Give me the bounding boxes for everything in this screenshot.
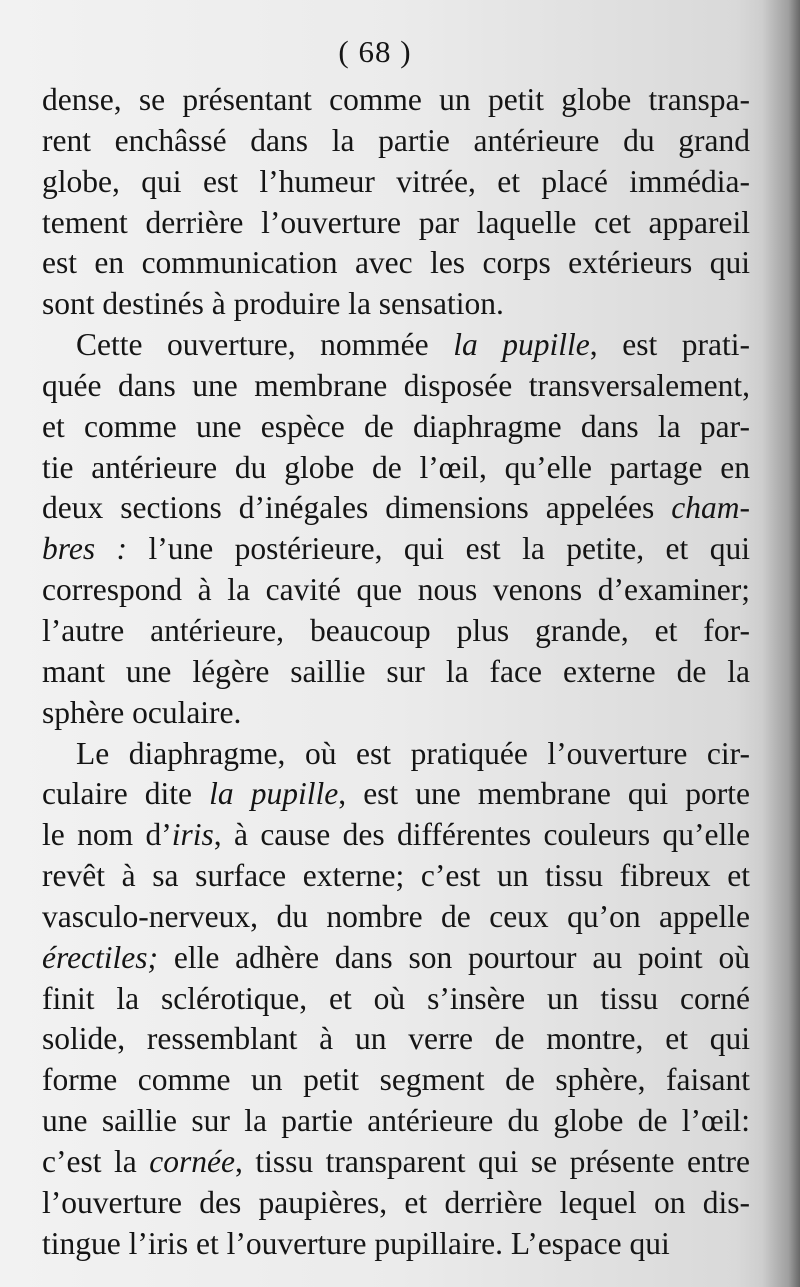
text-line: quée dans une membrane disposée transversalement, [42, 367, 750, 403]
text-line: tie antérieure du globe de l’œil, qu’elle partage en [42, 449, 750, 485]
text-line: culaire dite la pupille, est une membrane qui porte [42, 776, 750, 812]
text-line: Le diaphragme, où est pratiquée l’ouverture cir- [76, 735, 750, 771]
text-line: vasculo-nerveux, du nombre de ceux qu’on appelle [42, 898, 750, 934]
text-line: mant une légère saillie sur la face externe de la [42, 653, 750, 689]
text-line: l’autre antérieure, beaucoup plus grande, et for- [42, 612, 750, 648]
page-edge-shadow [762, 0, 800, 1287]
text-line: le nom d’iris, à cause des différentes couleurs qu’elle [42, 817, 750, 853]
text-line: et comme une espèce de diaphragme dans la par- [42, 408, 750, 444]
text-line: Cette ouverture, nommée la pupille, est prati- [76, 327, 750, 363]
text-line: solide, ressemblant à un verre de montre, et qui [42, 1021, 750, 1057]
text-line: l’ouverture des paupières, et derrière lequel on dis- [42, 1184, 750, 1220]
text-line: deux sections d’inégales dimensions appelées cham- [42, 490, 750, 526]
text-line: sont destinés à produire la sensation. [42, 286, 504, 322]
text-line: bres : l’une postérieure, qui est la petite, et qui [42, 531, 750, 567]
text-line: tement derrière l’ouverture par laquelle cet appareil [42, 204, 750, 240]
text-line: globe, qui est l’humeur vitrée, et placé immédia- [42, 163, 750, 199]
text-line: finit la sclérotique, et où s’insère un tissu corné [42, 980, 750, 1016]
text-line: érectiles; elle adhère dans son pourtour au point où [42, 939, 750, 975]
body-text [42, 80, 750, 1264]
text-line: rent enchâssé dans la partie antérieure du grand [42, 122, 750, 158]
text-line: forme comme un petit segment de sphère, faisant [42, 1062, 750, 1098]
text-line: correspond à la cavité que nous venons d’examiner; [42, 572, 750, 608]
page-number: ( 68 ) [338, 34, 412, 69]
text-line: c’est la cornée, tissu transparent qui se présente entre [42, 1143, 750, 1179]
text-line: tingue l’iris et l’ouverture pupillaire. L’espace qui [42, 1225, 670, 1261]
text-line: sphère oculaire. [42, 694, 242, 730]
text-line: est en communication avec les corps extérieurs qui [42, 245, 750, 281]
text-line: dense, se présentant comme un petit globe transpa- [42, 82, 750, 117]
text-line: revêt à sa surface externe; c’est un tissu fibreux et [42, 858, 750, 894]
text-line: une saillie sur la partie antérieure du globe de l’œil: [42, 1103, 750, 1139]
